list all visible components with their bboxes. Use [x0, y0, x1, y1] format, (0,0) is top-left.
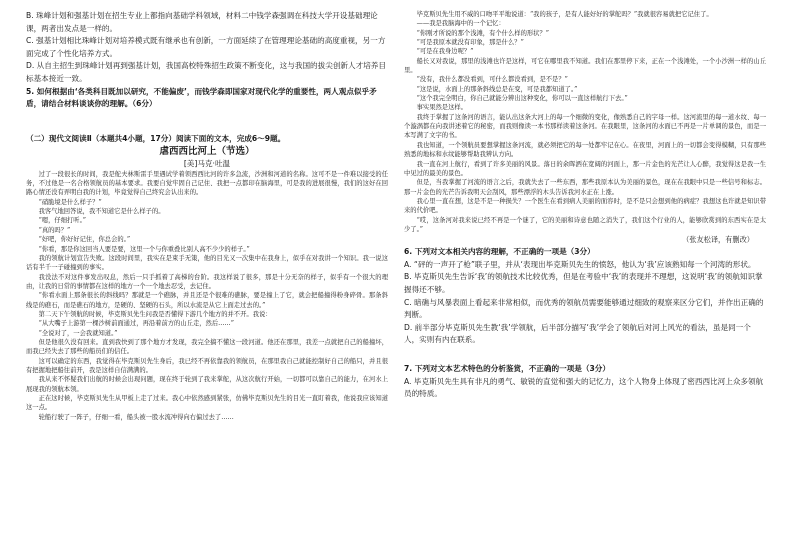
paragraph: 我没法不对这件事发出叹息，然后一只手抓着了高梯的台阶。我这样说了很多，那是十分无奈的样子，似乎有一个很大的理由，让我的日常的事情都在这样的地方一个一个地去忍受，去记住。 — [26, 273, 388, 290]
paragraph: 这可以确定的东西，我觉得在毕克斯贝先生身后，我已经不再依靠我的领航员，在那里我自己就能控制好自己的船只，并且很有把握地把船往前开，我是这样自信满满的。 — [26, 357, 388, 374]
paragraph: 我心里一直在想，这是不是一种损失？一个医生在看到病人美丽的面容时，是不是只会想到他的病症？我想这也许就是知识带来的代价吧。 — [404, 197, 766, 215]
paragraph: 但是他很久没有回来。直到我快到了那个地方才发现，我完全搞不懂这一段河道。他还在那里，我差一点就把自己的船撞坏，而我已经失去了那些的船员们的信任。 — [26, 338, 388, 356]
paragraph: “嗯，仔细打听。” — [38, 217, 86, 225]
paragraph: 正在这时候，毕克斯贝先生从甲板上走了过来。我心中依然感到紧张，仿佛毕克斯贝先生的目光一直盯着我，他说我应该知道这一点。 — [26, 395, 388, 412]
right-column — [404, 10, 766, 401]
paragraph: “硝脆境是什么样子？” — [38, 198, 102, 206]
paragraph: 轮船行驶了一阵子，仔细一看，船头被一股水流冲得向右偏过去了…… — [38, 413, 234, 421]
q7-option-a: A. 毕克斯贝先生具有非凡的勇气、敏锐的直觉和强大的记忆力，这个人物身上体现了密西西比河上众多领航员的特质。 — [404, 376, 764, 399]
paragraph: 过了一段很长的时间，我是舵夫林斯雷手里遇试学着领西西比河的许多急流，沙洲和河道的名称。这可不是一件难以接受的任务，不过他是一名合格领航员的基本要求。我要自觉牢固自己记住、我把一点都印在脑海里，可是我的进展很慢，我们的这好在回路心情还没有弄明白我的计划，毕竟觉得自己终究会认出来的。 — [26, 170, 388, 197]
article-author: [美]马克·吐温 — [183, 158, 231, 168]
paragraph: “全说对了，一会我就知道。” — [38, 329, 118, 337]
question-6: 6. 下列对文本相关内容的理解，不正确的一项是（3分） — [404, 247, 595, 257]
paragraph: 但是，当我掌握了河流的语言之后，我就失去了一些东西，那些我原本认为美丽的景色，现在在我眼中只是一些信号和标志。那一片金色的光芒告诉我明天会刮风，那些漂浮的木头告诉我河水正在上涨。 — [404, 179, 766, 196]
q6-option-a: A. “砰的一声开了枪”联子里，并从‘表现出毕克斯贝先生的愤怒，他认为‘我’应该熟知每一个河湾的形状。 — [404, 259, 756, 269]
paragraph: 第二天下午领航的时候，毕克斯贝先生问我是否懂得下游几个地方的并不开。我说： — [38, 310, 272, 318]
question-5: 5. 如何根据由‘各类科目既加以研究，不能偏废’，而钱学森即国家对现代化学的重要性，两人观点似乎矛盾，请结合材料谈谈你的理解。（6分） — [26, 86, 377, 109]
q6-option-c: C. 暗礁与风暴表面上看起来非常相似，而优秀的领航员需要能够通过细致的观察来区分它们，并作出正确的判断。 — [404, 297, 764, 320]
paragraph: “没有，我什么都没看到，可什么都没看到，是不是？” — [416, 76, 568, 84]
paragraph: 我从来不怀疑我们出航的时候会出现问题，现在终于轮到了我来掌舵，从这次航行开始，一切都可以靠自己的能力，在河水上展现我的领航本领。 — [26, 376, 388, 393]
paragraph: 我一直在河上航行，看到了许多美丽的风景。落日的余晖洒在宽阔的河面上，那一片金色的光芒让人心醉，我觉得这是我一生中见过的最美的景色。 — [404, 160, 766, 177]
section-heading: （二）现代文阅读Ⅱ（本题共4小题，17分）阅读下面的文本，完成6～9题。 — [26, 133, 286, 143]
paragraph: “可是在我身边呢？” — [416, 48, 474, 56]
q6-option-b: B. 毕克斯贝先生告诉‘我’的领航技术比较优秀，但是在考验中‘我’的表现并不理想，这说明‘我’的领航知识掌握得还不够。 — [404, 272, 763, 295]
paragraph: “真的吗？” — [38, 226, 71, 234]
q4-option-b: B. 珠峰计划和强基计划在招生专业上都指向基础学科领域，材料二中钱学森强调在科技大学开设基础理论课，两者出发点是一样的。 — [26, 11, 378, 33]
right-article-body — [404, 10, 766, 234]
paragraph: 我也知道，一个领航员要想掌握这条河流，就必须把它的每一处都牢记在心。在夜里，河面上的一切都会变得模糊，只有那些熟悉的地标和水纹能够帮助我辨认方向。 — [404, 141, 766, 159]
paragraph: “你看，那是你这回当人要是要，这里一个与你重叠比别人高不少少的样子。” — [38, 245, 250, 253]
paragraph: 我终于掌握了这条河的语言，能认出这条大河上的每一个细微的变化，像熟悉自己的字母一样。这河流里的每一道水纹、每一个漩涡都在向我讲述着它的秘密，而我则像读一本书那样读着这条河。在我眼里，这条河的水面已不再是一片单调的景色，而是一本写满了文字的书。 — [404, 113, 766, 140]
q4-option-c: C. 强基计划相比珠峰计划对培养模式既有继承也有创新，一方面延续了在管理理论基础的高度重视，另一方面完成了个性化培养方式。 — [26, 36, 386, 58]
paragraph: “这个我完全明白，你自己就能分辨出这种变化，你可以一直这样航行下去。” — [416, 95, 628, 103]
paragraph: ——我是我脑海中的一个记忆： — [416, 20, 505, 28]
paragraph: 船长又对我说，那里的浅滩也许是这样，可它在哪里我不知道。我们在那里停下来，正在一个浅滩处，一个小沙洲一样的山丘里。 — [404, 57, 766, 75]
paragraph: 我客气地回答说，我不知道它是什么样子的。 — [38, 208, 165, 216]
paragraph: “好吧，你好好记住，你总会的。” — [38, 236, 131, 244]
q4-option-d: D. 从自主招生到珠峰计划再到强基计划，我国高校特殊招生政策不断变化，这与我国的拔尖创新人才培养目标基本接近一致。 — [26, 61, 386, 83]
translation-source: （张友松译，有删改） — [682, 235, 754, 245]
paragraph: “哎，这条河对我来说已经不再是一个谜了，它的美丽和诗意也随之消失了，我们这个行业的人，能够欣赏到的东西实在是太少了。” — [404, 216, 766, 233]
article-title: 虐西西比河上（节选） — [159, 145, 255, 157]
paragraph: “你看水面上那条很长的斜线吗？那就是一个礁脉，并且还是个很难的礁脉，要是撞上了它，就会把船撞得粉身碎骨。那条斜线是的礁石，而是礁石的地方，是硬的、坚硬的石头，所以水流是从它上面走过去的。” — [26, 292, 388, 309]
paragraph: “你刚才所说的那个浅滩，有个什么样的形状？” — [416, 29, 549, 37]
left-column — [26, 10, 388, 422]
paragraph: 事实果然是这样。 — [416, 104, 467, 112]
left-article-body — [26, 170, 388, 422]
question-7: 7. 下列对文本艺术特色的分析鉴赏，不正确的一项是（3分） — [404, 364, 610, 373]
paragraph: “这是说，水面上的那条斜线总是在变，可是我都知道了。” — [416, 85, 578, 93]
paragraph: 毕克斯贝先生用不威的口吻平平地说道：“我的孩子，是有人能好好的掌舵吗？”我就很容易就把它记住了。 — [416, 11, 713, 18]
paragraph: “从大嘴子上游第一棵沙树前面通过，再沿着前方的山丘走，然后……” — [38, 320, 234, 328]
paragraph: 我的领航计划宣告失败。这段时间里，我实在是束手无策，他的目光又一次集中在我身上，似乎在对我讲一个知识。我一说这话有半千一子碰撞到的事实。 — [26, 254, 388, 272]
paragraph: “可是我原本就没有印象，那是什么？” — [416, 39, 524, 47]
q6-option-d: D. 前半部分毕克斯贝先生教‘我’学领航，后半部分描写‘我’学会了领航后对河上风光的看法，虽是同一个人，实则有内在联系。 — [404, 322, 751, 345]
